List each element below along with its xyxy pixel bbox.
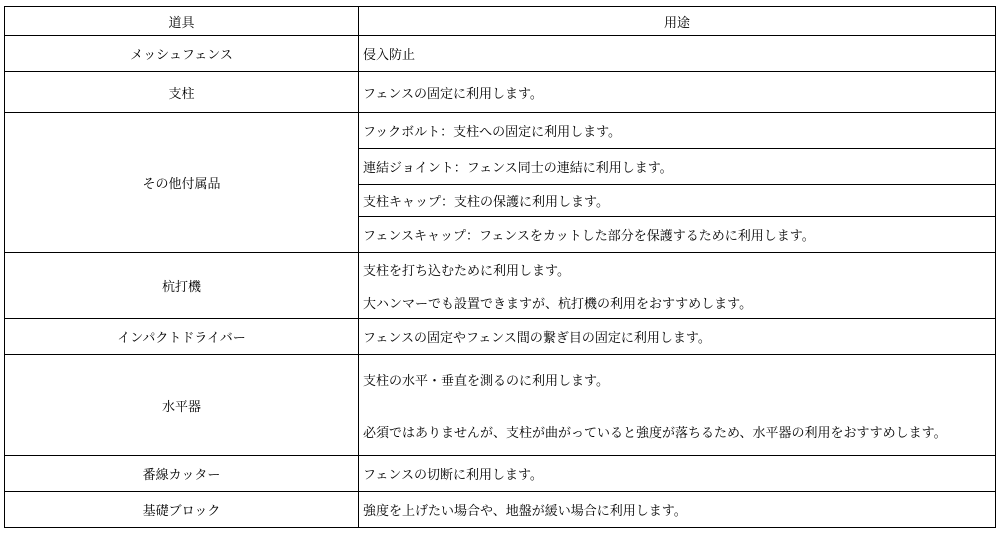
table-row <box>5 355 996 456</box>
use-cell: フェンスの固定に利用します。 <box>359 72 996 113</box>
table-row <box>5 492 996 528</box>
tool-cell: インパクトドライバー <box>5 319 359 355</box>
table-row <box>5 456 996 492</box>
header-tool: 道具 <box>5 7 359 36</box>
use-cell: 連結ジョイント：フェンス同士の連結に利用します。 <box>359 149 996 185</box>
use-cell: フェンスの固定やフェンス間の繋ぎ目の固定に利用します。 <box>359 319 996 355</box>
table-row <box>5 113 996 149</box>
tool-cell: その他付属品 <box>5 113 359 253</box>
use-line: 必須ではありませんが、支柱が曲がっていると強度が落ちるため、水平器の利用をおすすめします。 <box>363 425 947 441</box>
tool-cell: 基礎ブロック <box>5 492 359 528</box>
use-cell: フェンスの切断に利用します。 <box>359 456 996 492</box>
tool-cell: メッシュフェンス <box>5 36 359 72</box>
use-line: 支柱を打ち込むために利用します。 <box>363 263 570 279</box>
use-line: 大ハンマーでも設置できますが、杭打機の利用をおすすめします。 <box>363 296 753 312</box>
use-cell: フェンスキャップ：フェンスをカットした部分を保護するために利用します。 <box>359 217 996 253</box>
use-cell: 強度を上げたい場合や、地盤が緩い場合に利用します。 <box>359 492 996 528</box>
use-cell <box>359 253 996 319</box>
use-cell: フックボルト：支柱への固定に利用します。 <box>359 113 996 149</box>
header-use: 用途 <box>359 7 996 36</box>
tool-cell: 支柱 <box>5 72 359 113</box>
tool-cell: 水平器 <box>5 355 359 456</box>
tool-cell: 杭打機 <box>5 253 359 319</box>
table-row <box>5 36 996 72</box>
use-cell: 侵入防止 <box>359 36 996 72</box>
table-row <box>5 72 996 113</box>
tool-cell: 番線カッター <box>5 456 359 492</box>
use-line: 支柱の水平・垂直を測るのに利用します。 <box>363 373 609 389</box>
use-cell <box>359 355 996 456</box>
header-row <box>5 7 996 36</box>
tools-table <box>4 6 996 528</box>
use-cell: 支柱キャップ：支柱の保護に利用します。 <box>359 185 996 217</box>
table-row <box>5 319 996 355</box>
table-row <box>5 253 996 319</box>
